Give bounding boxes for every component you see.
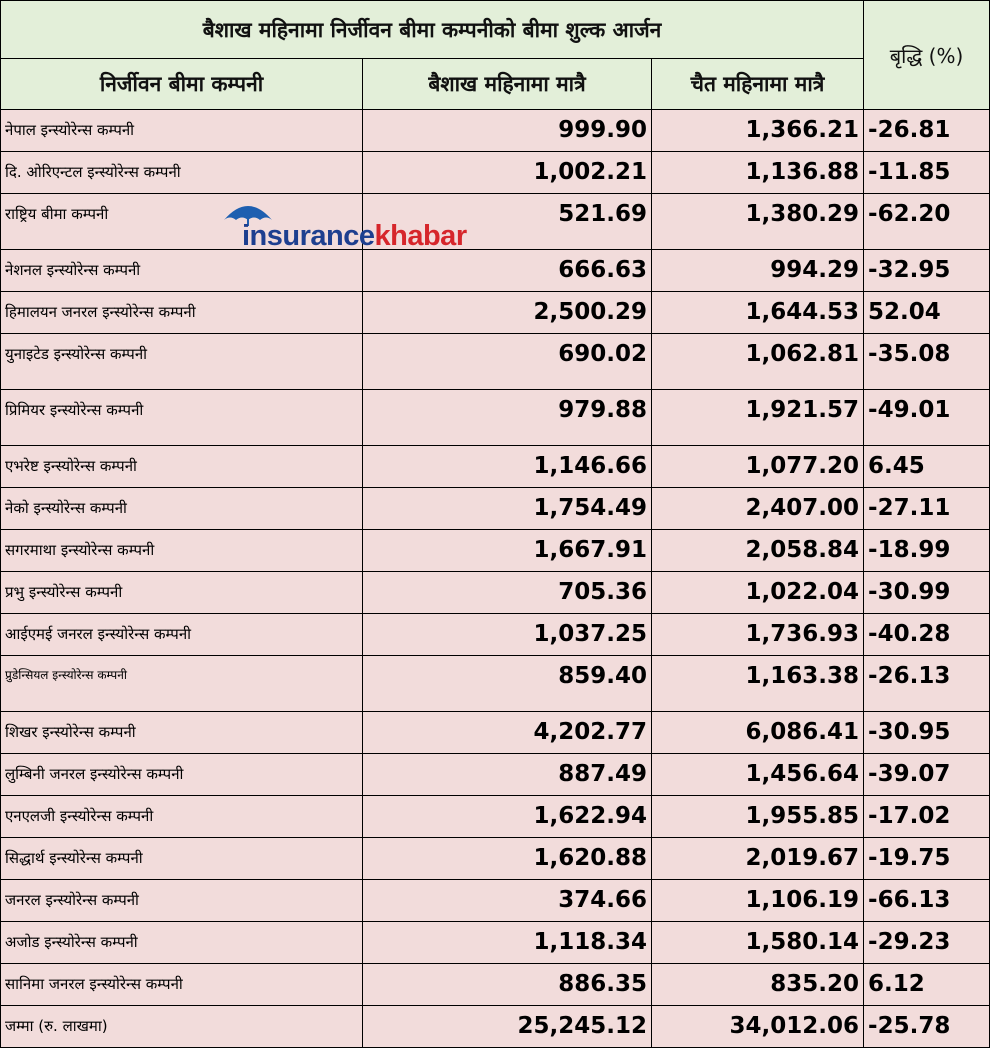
growth-value: -39.07 bbox=[864, 754, 990, 796]
growth-value: -11.85 bbox=[864, 152, 990, 194]
growth-value: -26.81 bbox=[864, 110, 990, 152]
chaitra-value: 835.20 bbox=[652, 964, 864, 1006]
baishakh-value: 1,146.66 bbox=[363, 446, 652, 488]
col-header-company: निर्जीवन बीमा कम्पनी bbox=[1, 59, 363, 110]
baishakh-value: 1,002.21 bbox=[363, 152, 652, 194]
company-name: एभरेष्ट इन्स्योरेन्स कम्पनी bbox=[1, 446, 363, 488]
company-name: सगरमाथा इन्स्योरेन्स कम्पनी bbox=[1, 530, 363, 572]
table-row bbox=[1, 656, 990, 712]
chaitra-value: 6,086.41 bbox=[652, 712, 864, 754]
table-row bbox=[1, 488, 990, 530]
chaitra-value: 1,077.20 bbox=[652, 446, 864, 488]
table-title: बैशाख महिनामा निर्जीवन बीमा कम्पनीको बीमा शुल्क आर्जन bbox=[1, 1, 864, 59]
baishakh-value: 705.36 bbox=[363, 572, 652, 614]
company-name: अजोड इन्स्योरेन्स कम्पनी bbox=[1, 922, 363, 964]
baishakh-value: 1,622.94 bbox=[363, 796, 652, 838]
total-row bbox=[1, 1006, 990, 1048]
growth-value: -27.11 bbox=[864, 488, 990, 530]
insurancekhabar-watermark bbox=[220, 198, 500, 256]
total-baishakh: 25,245.12 bbox=[363, 1006, 652, 1048]
company-name: नेको इन्स्योरेन्स कम्पनी bbox=[1, 488, 363, 530]
chaitra-value: 2,019.67 bbox=[652, 838, 864, 880]
total-growth: -25.78 bbox=[864, 1006, 990, 1048]
growth-value: 6.12 bbox=[864, 964, 990, 1006]
chaitra-value: 1,921.57 bbox=[652, 390, 864, 446]
table-row bbox=[1, 572, 990, 614]
baishakh-value: 999.90 bbox=[363, 110, 652, 152]
chaitra-value: 1,380.29 bbox=[652, 194, 864, 250]
baishakh-value: 521.69 bbox=[363, 194, 652, 250]
growth-value: -30.99 bbox=[864, 572, 990, 614]
growth-value: -62.20 bbox=[864, 194, 990, 250]
table-row bbox=[1, 614, 990, 656]
growth-value: 52.04 bbox=[864, 292, 990, 334]
company-name: दि. ओरिएन्टल इन्स्योरेन्स कम्पनी bbox=[1, 152, 363, 194]
chaitra-value: 1,580.14 bbox=[652, 922, 864, 964]
watermark-text bbox=[242, 220, 467, 253]
company-name: प्रुडेन्सियल इन्स्योरेन्स कम्पनी bbox=[1, 656, 363, 712]
company-name: राष्ट्रिय बीमा कम्पनी bbox=[1, 194, 363, 250]
growth-value: -49.01 bbox=[864, 390, 990, 446]
growth-value: -35.08 bbox=[864, 334, 990, 390]
baishakh-value: 887.49 bbox=[363, 754, 652, 796]
growth-value: 6.45 bbox=[864, 446, 990, 488]
baishakh-value: 1,118.34 bbox=[363, 922, 652, 964]
company-name: आईएमई जनरल इन्स्योरेन्स कम्पनी bbox=[1, 614, 363, 656]
col-header-chaitra: चैत महिनामा मात्रै bbox=[652, 59, 864, 110]
baishakh-value: 859.40 bbox=[363, 656, 652, 712]
chaitra-value: 994.29 bbox=[652, 250, 864, 292]
company-name: युनाइटेड इन्स्योरेन्स कम्पनी bbox=[1, 334, 363, 390]
chaitra-value: 1,062.81 bbox=[652, 334, 864, 390]
baishakh-value: 4,202.77 bbox=[363, 712, 652, 754]
chaitra-value: 1,163.38 bbox=[652, 656, 864, 712]
company-name: शिखर इन्स्योरेन्स कम्पनी bbox=[1, 712, 363, 754]
chaitra-value: 1,106.19 bbox=[652, 880, 864, 922]
growth-value: -66.13 bbox=[864, 880, 990, 922]
growth-value: -19.75 bbox=[864, 838, 990, 880]
table-row bbox=[1, 152, 990, 194]
table-row bbox=[1, 446, 990, 488]
watermark-part2: khabar bbox=[374, 220, 467, 252]
growth-value: -32.95 bbox=[864, 250, 990, 292]
chaitra-value: 1,366.21 bbox=[652, 110, 864, 152]
baishakh-value: 666.63 bbox=[363, 250, 652, 292]
baishakh-value: 1,754.49 bbox=[363, 488, 652, 530]
company-name: हिमालयन जनरल इन्स्योरेन्स कम्पनी bbox=[1, 292, 363, 334]
table-row bbox=[1, 334, 990, 390]
table-row bbox=[1, 292, 990, 334]
chaitra-value: 1,136.88 bbox=[652, 152, 864, 194]
col-header-baishakh: बैशाख महिनामा मात्रै bbox=[363, 59, 652, 110]
growth-value: -18.99 bbox=[864, 530, 990, 572]
total-label: जम्मा (रु. लाखमा) bbox=[1, 1006, 363, 1048]
table-row bbox=[1, 754, 990, 796]
table-row bbox=[1, 964, 990, 1006]
company-name: नेशनल इन्स्योरेन्स कम्पनी bbox=[1, 250, 363, 292]
baishakh-value: 2,500.29 bbox=[363, 292, 652, 334]
growth-value: -26.13 bbox=[864, 656, 990, 712]
table-row bbox=[1, 390, 990, 446]
col-header-growth: बृद्धि (%) bbox=[864, 1, 990, 110]
table-row bbox=[1, 922, 990, 964]
company-name: नेपाल इन्स्योरेन्स कम्पनी bbox=[1, 110, 363, 152]
baishakh-value: 690.02 bbox=[363, 334, 652, 390]
table-row bbox=[1, 530, 990, 572]
table-row bbox=[1, 880, 990, 922]
baishakh-value: 1,667.91 bbox=[363, 530, 652, 572]
watermark-part1: insurance bbox=[242, 220, 375, 252]
chaitra-value: 2,058.84 bbox=[652, 530, 864, 572]
chaitra-value: 1,456.64 bbox=[652, 754, 864, 796]
baishakh-value: 1,037.25 bbox=[363, 614, 652, 656]
baishakh-value: 886.35 bbox=[363, 964, 652, 1006]
chaitra-value: 1,022.04 bbox=[652, 572, 864, 614]
company-name: सानिमा जनरल इन्स्योरेन्स कम्पनी bbox=[1, 964, 363, 1006]
company-name: सिद्धार्थ इन्स्योरेन्स कम्पनी bbox=[1, 838, 363, 880]
baishakh-value: 1,620.88 bbox=[363, 838, 652, 880]
company-name: प्रिमियर इन्स्योरेन्स कम्पनी bbox=[1, 390, 363, 446]
table-row bbox=[1, 712, 990, 754]
chaitra-value: 1,644.53 bbox=[652, 292, 864, 334]
baishakh-value: 979.88 bbox=[363, 390, 652, 446]
total-chaitra: 34,012.06 bbox=[652, 1006, 864, 1048]
growth-value: -17.02 bbox=[864, 796, 990, 838]
table-row bbox=[1, 838, 990, 880]
company-name: प्रभु इन्स्योरेन्स कम्पनी bbox=[1, 572, 363, 614]
table-row bbox=[1, 796, 990, 838]
growth-value: -40.28 bbox=[864, 614, 990, 656]
baishakh-value: 374.66 bbox=[363, 880, 652, 922]
table-row bbox=[1, 110, 990, 152]
company-name: लुम्बिनी जनरल इन्स्योरेन्स कम्पनी bbox=[1, 754, 363, 796]
company-name: जनरल इन्स्योरेन्स कम्पनी bbox=[1, 880, 363, 922]
company-name: एनएलजी इन्स्योरेन्स कम्पनी bbox=[1, 796, 363, 838]
chaitra-value: 1,955.85 bbox=[652, 796, 864, 838]
chaitra-value: 1,736.93 bbox=[652, 614, 864, 656]
growth-value: -29.23 bbox=[864, 922, 990, 964]
growth-value: -30.95 bbox=[864, 712, 990, 754]
chaitra-value: 2,407.00 bbox=[652, 488, 864, 530]
